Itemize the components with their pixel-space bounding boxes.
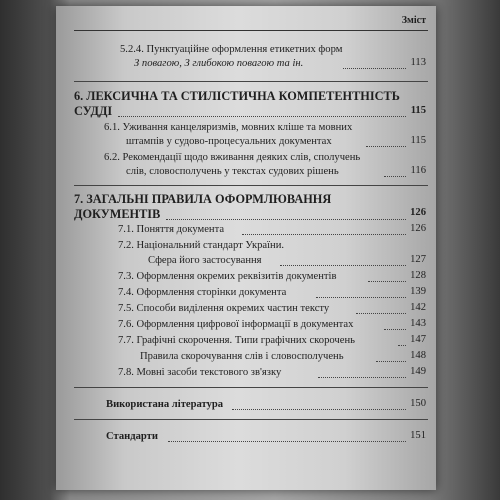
toc-leader xyxy=(242,224,406,235)
toc-page-number: 128 xyxy=(410,270,426,281)
toc-entry-title: 7.3. Оформлення окремих реквізитів документів xyxy=(118,271,337,282)
section-heading-cont: СУДДІ xyxy=(74,104,113,118)
toc-leader xyxy=(118,106,406,117)
toc-page-number: 126 xyxy=(410,207,426,218)
toc-page-number: 113 xyxy=(410,57,426,68)
toc-entry-title: 7.6. Оформлення цифрової інформації в документах xyxy=(118,319,354,330)
toc-leader xyxy=(232,399,406,410)
toc-page-number: 148 xyxy=(410,350,426,361)
toc-page-number: 147 xyxy=(410,334,426,345)
toc-leader xyxy=(384,166,406,177)
toc-leader xyxy=(376,351,406,362)
toc-leader xyxy=(318,367,406,378)
toc-entry-title-cont: З повагою, З глибокою повагою та ін. xyxy=(134,58,304,69)
toc-leader xyxy=(356,303,406,314)
section-heading-cont: ДОКУМЕНТІВ xyxy=(74,207,161,221)
toc-leader xyxy=(366,136,406,147)
toc-page-number: 139 xyxy=(410,286,426,297)
toc-entry-title: 7.7. Графічні скорочення. Типи графічних скорочень xyxy=(118,335,355,346)
toc-entry-title-cont: штампів у судово-процесуальних документах xyxy=(126,136,332,147)
toc-leader xyxy=(168,431,406,442)
toc-entry-title: 7.5. Способи виділення окремих частин тексту xyxy=(118,303,330,314)
toc-entry-title: Використана література xyxy=(106,399,224,410)
toc-leader xyxy=(398,335,406,346)
toc-leader xyxy=(343,58,406,69)
toc-entry-title: 5.2.4. Пунктуаційне оформлення етикетних форм xyxy=(120,44,343,55)
toc-page-number: 143 xyxy=(410,318,426,329)
toc-entry-subtitle: Правила скорочування слів і словосполучень xyxy=(140,351,344,362)
toc-entry-title: 7.8. Мовні засоби текстового зв'язку xyxy=(118,367,282,378)
toc-page-number: 126 xyxy=(410,223,426,234)
section-divider xyxy=(74,387,428,388)
toc-entry-title: 7.4. Оформлення сторінки документа xyxy=(118,287,287,298)
section-heading: 6. ЛЕКСИЧНА ТА СТИЛІСТИЧНА КОМПЕТЕНТНІСТЬ xyxy=(74,89,400,103)
section-divider xyxy=(74,419,428,420)
toc-leader xyxy=(384,319,406,330)
toc-leader xyxy=(166,209,406,220)
toc-page-number: 149 xyxy=(410,366,426,377)
toc-page-number: 116 xyxy=(410,165,426,176)
header-rule xyxy=(74,30,428,31)
section-divider xyxy=(74,185,428,186)
toc-leader xyxy=(316,287,406,298)
toc-page-number: 151 xyxy=(410,430,426,441)
toc-leader xyxy=(280,255,406,266)
toc-page-number: 142 xyxy=(410,302,426,313)
toc-page-number: 115 xyxy=(410,135,426,146)
section-divider xyxy=(74,81,428,82)
toc-entry-title-cont: Сфера його застосування xyxy=(148,255,262,266)
toc-entry-title: 6.1. Уживання канцеляризмів, мовних кліше та мовних xyxy=(104,122,353,133)
toc-leader xyxy=(368,271,406,282)
toc-entry-title: Стандарти xyxy=(106,431,158,442)
section-heading: 7. ЗАГАЛЬНІ ПРАВИЛА ОФОРМЛЮВАННЯ xyxy=(74,192,332,206)
toc-entry-title-cont: слів, словосполучень у текстах судових рішень xyxy=(126,166,339,177)
toc-page-number: 150 xyxy=(410,398,426,409)
running-header: Зміст xyxy=(401,15,426,26)
toc-entry-title: 7.2. Національний стандарт України. xyxy=(118,240,285,251)
book-page xyxy=(56,6,436,490)
toc-page-number: 127 xyxy=(410,254,426,265)
toc-page-number: 115 xyxy=(410,105,426,116)
toc-entry-title: 6.2. Рекомендації щодо вживання деяких слів, сполучень xyxy=(104,152,361,163)
toc-entry-title: 7.1. Поняття документа xyxy=(118,224,225,235)
